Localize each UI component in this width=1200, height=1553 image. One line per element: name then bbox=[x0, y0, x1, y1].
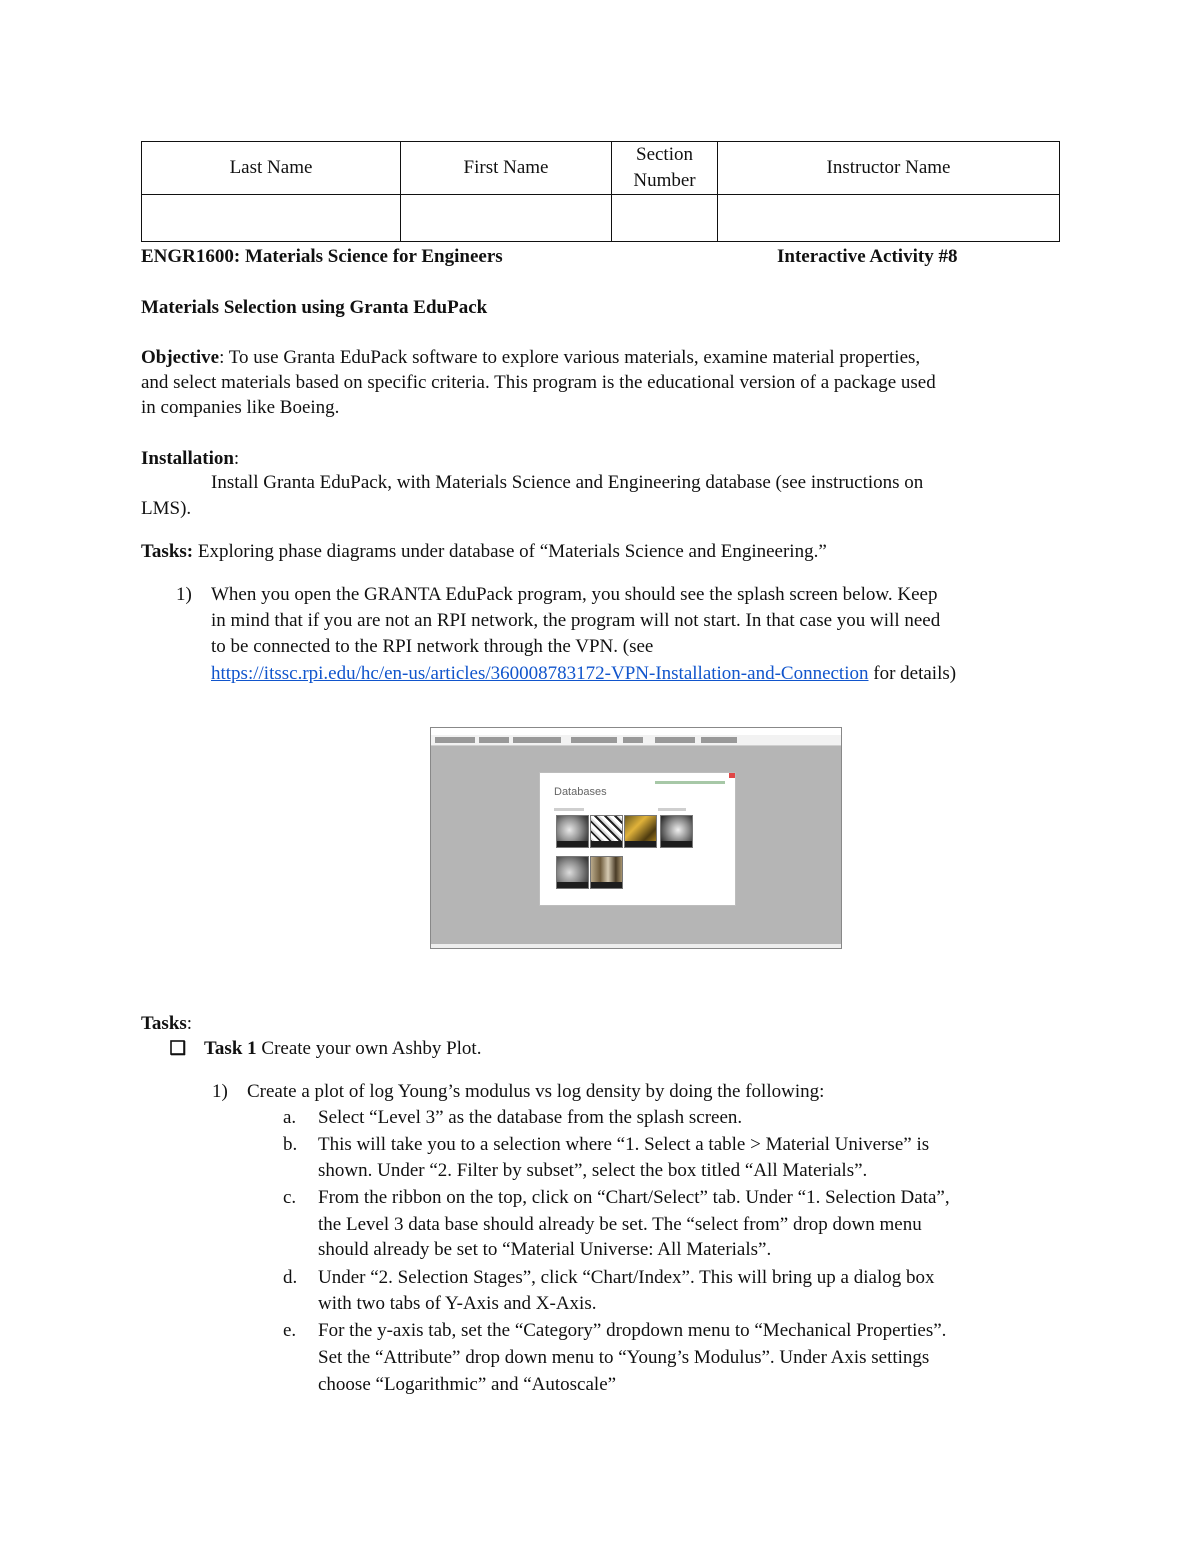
checkbox-icon[interactable] bbox=[170, 1040, 186, 1056]
databases-dialog bbox=[539, 772, 736, 906]
database-tile-icon[interactable] bbox=[660, 815, 693, 848]
item-c-line-1: From the ribbon on the top, click on “Chart/Select” tab. Under “1. Selection Data”, bbox=[318, 1187, 950, 1208]
last-name-cell[interactable] bbox=[142, 195, 401, 242]
course-title: ENGR1600: Materials Science for Engineers bbox=[141, 246, 503, 267]
item-e-line-2: Set the “Attribute” drop down menu to “Young’s Modulus”. Under Axis settings bbox=[318, 1347, 930, 1368]
database-tile-icon[interactable] bbox=[556, 815, 589, 848]
item-a-letter: a. bbox=[283, 1107, 297, 1128]
item-c-line-3: should already be set to “Material Universe: All Materials”. bbox=[318, 1239, 772, 1260]
activity-number: Interactive Activity #8 bbox=[777, 246, 958, 267]
instructor-name-cell[interactable] bbox=[718, 195, 1060, 242]
dialog-links bbox=[655, 781, 725, 784]
doc-title: Materials Selection using Granta EduPack bbox=[141, 297, 488, 318]
objective-line-2: and select materials based on specific criteria. This program is the educational version of a package used bbox=[141, 372, 936, 393]
splash-screen-screenshot bbox=[430, 727, 842, 949]
item-a-line-1: Select “Level 3” as the database from the splash screen. bbox=[318, 1107, 743, 1128]
vpn-link[interactable]: https://itssc.rpi.edu/hc/en-us/articles/360008783172-VPN-Installation-and-Connection bbox=[211, 663, 869, 684]
student-info-table bbox=[141, 141, 1060, 242]
item-b-line-1: This will take you to a selection where “1. Select a table > Material Universe” is bbox=[318, 1134, 930, 1155]
item-b-line-2: shown. Under “2. Filter by subset”, select the box titled “All Materials”. bbox=[318, 1160, 868, 1181]
instructor-name-header: Instructor Name bbox=[718, 142, 1060, 195]
first-name-cell[interactable] bbox=[401, 195, 612, 242]
database-tile-icon[interactable] bbox=[556, 856, 589, 889]
installation-heading: Installation: bbox=[141, 448, 240, 469]
last-name-header: Last Name bbox=[142, 142, 401, 195]
tasks-heading: Tasks: bbox=[141, 1013, 193, 1034]
objective-line-1: Objective: To use Granta EduPack software to explore various materials, examine material properties, bbox=[141, 347, 921, 368]
database-tile-icon[interactable] bbox=[590, 815, 623, 848]
dialog-title: Databases bbox=[554, 786, 607, 798]
item-e-line-1: For the y-axis tab, set the “Category” dropdown menu to “Mechanical Properties”. bbox=[318, 1320, 947, 1341]
item-d-line-2: with two tabs of Y-Axis and X-Axis. bbox=[318, 1293, 597, 1314]
step-1-line-3: to be connected to the RPI network through the VPN. (see bbox=[211, 636, 654, 657]
task-1-title: Task 1 Create your own Ashby Plot. bbox=[204, 1038, 482, 1059]
task-1-step-text: Create a plot of log Young’s modulus vs log density by doing the following: bbox=[247, 1081, 825, 1102]
item-d-letter: d. bbox=[283, 1267, 298, 1288]
item-b-letter: b. bbox=[283, 1134, 298, 1155]
section-number-cell[interactable] bbox=[612, 195, 718, 242]
database-tile-icon[interactable] bbox=[624, 815, 657, 848]
step-1-line-4: https://itssc.rpi.edu/hc/en-us/articles/360008783172-VPN-Installation-and-Connection for details) bbox=[211, 663, 957, 684]
item-c-line-2: the Level 3 data base should already be set. The “select from” drop down menu bbox=[318, 1214, 922, 1235]
objective-line-3: in companies like Boeing. bbox=[141, 397, 340, 418]
step-1-number: 1) bbox=[176, 584, 192, 605]
step-1-line-2: in mind that if you are not an RPI network, the program will not start. In that case you will need bbox=[211, 610, 941, 631]
installation-line-2: LMS). bbox=[141, 498, 192, 519]
close-icon[interactable] bbox=[729, 773, 735, 778]
item-e-line-3: choose “Logarithmic” and “Autoscale” bbox=[318, 1374, 617, 1395]
section-number-header: Section Number bbox=[612, 142, 718, 195]
item-e-letter: e. bbox=[283, 1320, 297, 1341]
installation-line-1: Install Granta EduPack, with Materials Science and Engineering database (see instructions on bbox=[211, 472, 924, 493]
first-name-header: First Name bbox=[401, 142, 612, 195]
item-c-letter: c. bbox=[283, 1187, 297, 1208]
app-titlebar bbox=[431, 728, 841, 735]
database-tile-icon[interactable] bbox=[590, 856, 623, 889]
item-d-line-1: Under “2. Selection Stages”, click “Chart/Index”. This will bring up a dialog box bbox=[318, 1267, 935, 1288]
app-statusbar bbox=[431, 944, 841, 948]
tasks-intro: Tasks: Exploring phase diagrams under database of “Materials Science and Engineering.” bbox=[141, 541, 827, 562]
task-1-step-number: 1) bbox=[212, 1081, 228, 1102]
step-1-line-1: When you open the GRANTA EduPack program, you should see the splash screen below. Keep bbox=[211, 584, 938, 605]
